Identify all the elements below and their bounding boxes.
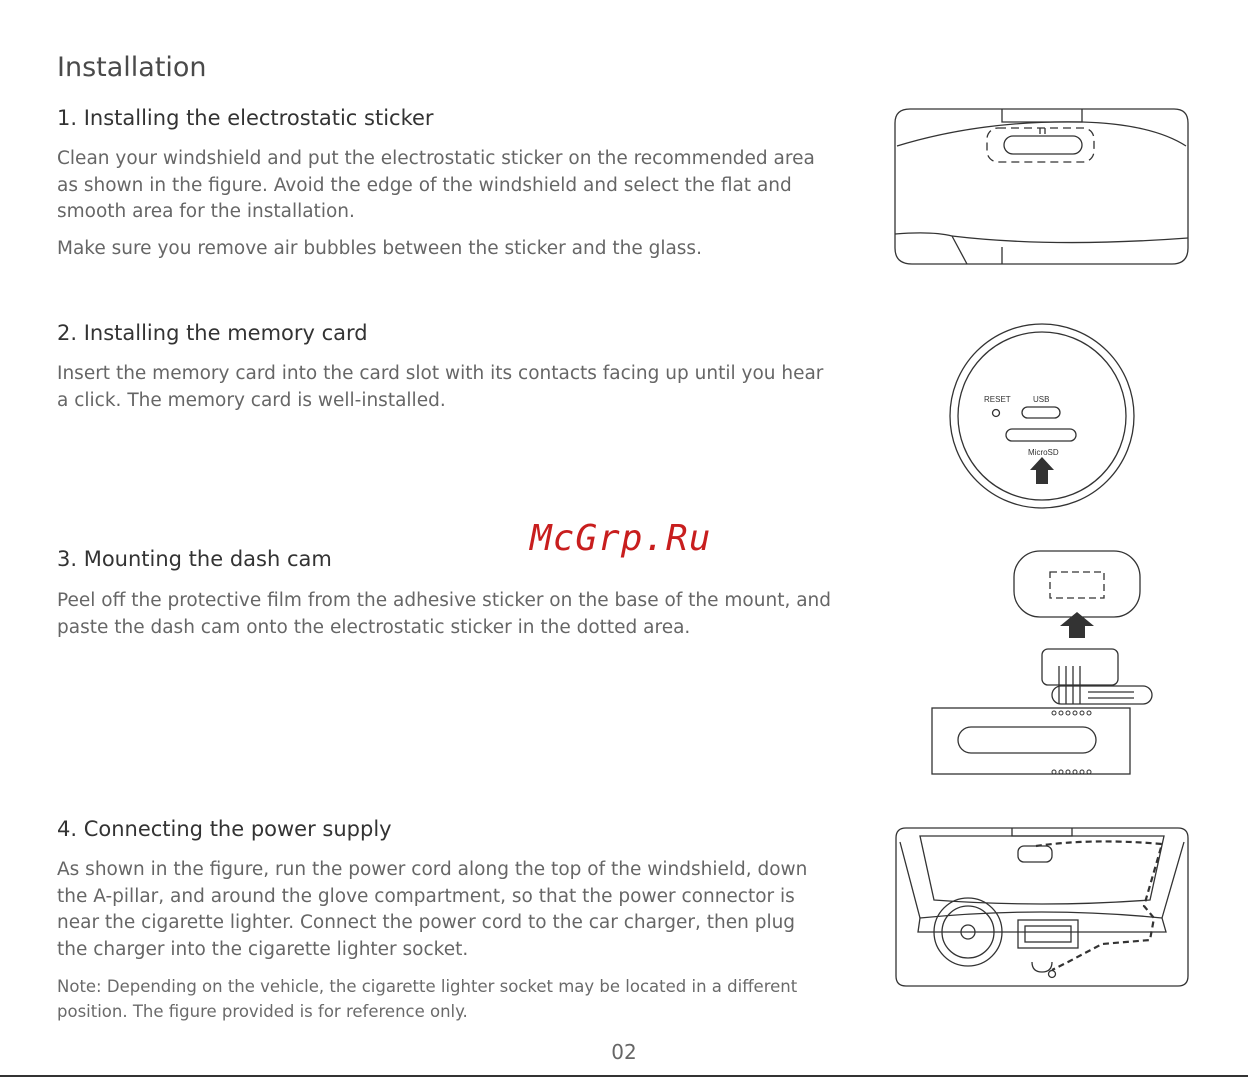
- reset-label: RESET: [984, 395, 1011, 404]
- section-1-heading: 1. Installing the electrostatic sticker: [57, 106, 434, 130]
- section-4-heading: 4. Connecting the power supply: [57, 817, 392, 841]
- insert-arrow-icon: [1030, 457, 1054, 484]
- page-number: 02: [611, 1040, 637, 1064]
- led-dots-top: [1052, 711, 1091, 715]
- section-1-paragraph-2: Make sure you remove air bubbles between the sticker and the glass.: [57, 238, 702, 259]
- section-2-heading: 2. Installing the memory card: [57, 321, 368, 345]
- section-3-paragraph-1: Peel off the protective film from the adhesive sticker on the base of the mount, and paste the dash cam onto the electrostatic sticker in the dotted area.: [57, 590, 832, 638]
- mounting-dash-cam-figure: [928, 546, 1158, 778]
- section-2-paragraph-1: Insert the memory card into the card slot with its contacts facing up until you hear a click. The memory card is well-installed.: [57, 363, 824, 411]
- usb-label: USB: [1033, 395, 1050, 404]
- microsd-label: MicroSD: [1028, 448, 1059, 457]
- section-1-paragraph-1: Clean your windshield and put the electrostatic sticker on the recommended area as shown in the figure. Avoid the edge of the windshield and select the flat and smooth area for the installation.: [57, 148, 815, 222]
- section-3-heading: 3. Mounting the dash cam: [57, 547, 332, 571]
- memory-card-slot-figure: [946, 320, 1138, 512]
- power-cord-route: [1036, 841, 1162, 970]
- watermark: McGrp.Ru: [530, 518, 712, 559]
- page-title: Installation: [57, 52, 207, 83]
- power-cord-route-figure: [892, 822, 1192, 992]
- bottom-rule: [0, 1075, 1248, 1077]
- section-4-note: Note: Depending on the vehicle, the cigarette lighter socket may be located in a different position. The figure provided is for reference only.: [57, 977, 798, 1021]
- section-4-paragraph-1: As shown in the figure, run the power cord along the top of the windshield, down the A-pillar, and around the glove compartment, so that the power connector is near the cigarette lighter. Connect the power cord to the car charger, then plug the charger into the cigarette lighter socket.: [57, 859, 808, 960]
- windshield-sticker-figure: [892, 106, 1192, 270]
- attach-arrow-icon: [1060, 612, 1094, 638]
